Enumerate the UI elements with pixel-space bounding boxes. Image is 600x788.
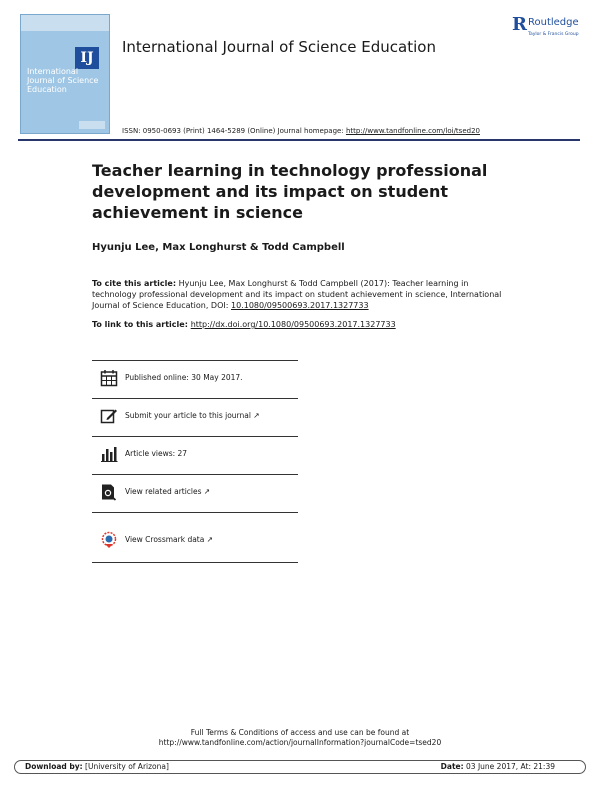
article-link-line <box>92 320 396 329</box>
journal-cover-image <box>20 14 110 134</box>
download-by-value: [University of Arizona] <box>82 762 169 771</box>
issn-text: ISSN: 0950-0693 (Print) 1464-5289 (Online) Journal homepage: <box>122 127 346 135</box>
submit-article-row[interactable] <box>92 398 298 436</box>
crossmark-row[interactable] <box>92 522 298 560</box>
header-divider <box>18 139 580 141</box>
published-online-row <box>92 360 298 398</box>
related-articles-link[interactable]: View related articles <box>125 487 202 496</box>
publisher-logo <box>512 16 592 46</box>
article-views-text: Article views: 27 <box>125 449 188 458</box>
info-divider <box>92 512 298 513</box>
routledge-r-icon: R <box>512 14 527 35</box>
crossmark-icon <box>100 531 118 549</box>
external-link-icon: ↗ <box>253 411 260 420</box>
cover-strip <box>21 15 109 31</box>
publisher-name: Routledge <box>528 17 579 28</box>
info-divider <box>92 562 298 563</box>
citation-block <box>92 278 512 311</box>
journal-homepage-link[interactable]: http://www.tandfonline.com/loi/tsed20 <box>345 127 480 135</box>
article-authors: Hyunju Lee, Max Longhurst & Todd Campbell <box>92 242 345 253</box>
external-link-icon: ↗ <box>203 487 211 496</box>
related-articles-icon <box>100 483 118 501</box>
download-date-label: Date: <box>440 762 464 771</box>
terms-line: Full Terms & Conditions of access and use can be found at <box>190 728 410 737</box>
citation-doi-link[interactable]: 10.1080/09500693.2017.1327733 <box>231 301 369 310</box>
article-link-label: To link to this article: <box>92 320 191 329</box>
cover-footer-mark <box>79 121 105 129</box>
submit-article-link[interactable]: Submit your article to this journal <box>125 411 251 420</box>
article-doi-url[interactable]: http://dx.doi.org/10.1080/09500693.2017.1327733 <box>190 320 396 329</box>
download-date-value: 03 June 2017, At: 21:39 <box>463 762 555 771</box>
issn-line <box>122 127 480 135</box>
calendar-icon <box>100 369 118 387</box>
citation-text: Hyunju Lee, Max Longhurst & Todd Campbell (2017): Teacher learning in technology professional development and its impact on student achievement in science, International Journal of Science Education, DOI: <box>92 279 502 310</box>
journal-title: International Journal of Science Education <box>122 38 436 56</box>
terms-footer <box>0 728 600 748</box>
download-by-label: Download by: <box>25 762 83 771</box>
article-views-row <box>92 436 298 474</box>
published-online-text: Published online: 30 May 2017. <box>125 373 243 382</box>
download-info-bar <box>14 760 586 774</box>
cover-logo: IJ <box>75 47 99 69</box>
external-link-icon: ↗ <box>206 535 214 544</box>
article-title: Teacher learning in technology professional development and its impact on student achievement in science <box>92 161 488 222</box>
related-articles-row[interactable] <box>92 474 298 512</box>
bar-chart-icon <box>100 445 118 463</box>
citation-label: To cite this article: <box>92 279 177 288</box>
crossmark-link[interactable]: View Crossmark data <box>125 535 205 544</box>
cover-title: International Journal of Science Education <box>27 67 99 94</box>
publisher-subtitle: Taylor & Francis Group <box>528 32 579 37</box>
terms-url[interactable]: http://www.tandfonline.com/action/journalInformation?journalCode=tsed20 <box>158 738 442 747</box>
edit-icon <box>100 407 118 425</box>
